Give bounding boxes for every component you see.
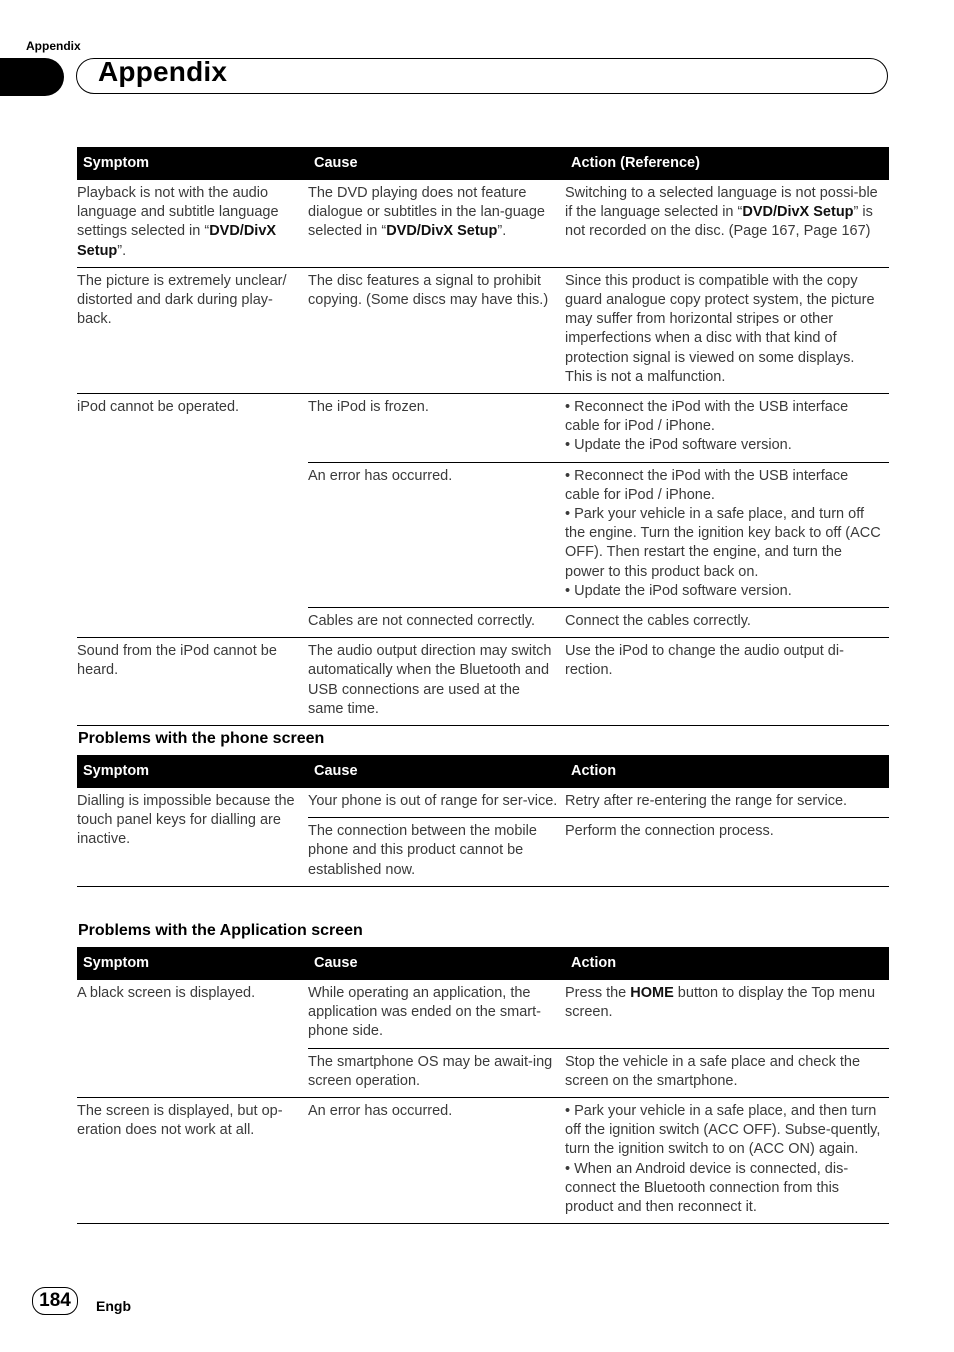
table-row	[77, 638, 889, 726]
setting-name: DVD/DivX Setup	[742, 204, 854, 221]
cause-cell: Your phone is out of range for ser-vice.	[308, 788, 565, 818]
cell-text: ”.	[497, 223, 507, 240]
table-header-row	[77, 947, 889, 980]
action-cell	[565, 1098, 889, 1224]
action-cell	[565, 394, 889, 463]
cell-text: The DVD playing does not feature dialogue or subtitles in the lan-guage selected in “	[308, 185, 545, 240]
cell-text: Playback is not with the audio language and subtitle language settings selected in “	[77, 185, 279, 240]
action-cell: Connect the cables correctly.	[565, 608, 889, 638]
action-bullet: • Park your vehicle in a safe place, and then turn off the ignition switch (ACC OFF). Subse-quently, turn the ignition switch to on (ACC ON) again.	[565, 1103, 881, 1158]
action-cell	[565, 980, 889, 1048]
table-row	[77, 980, 889, 1048]
page-number: 184	[32, 1287, 78, 1315]
cause-cell: An error has occurred.	[308, 1098, 565, 1224]
symptom-cell: The screen is displayed, but op-eration does not work at all.	[77, 1098, 308, 1224]
symptom-cell: Dialling is impossible because the touch panel keys for dialling are inactive.	[77, 788, 308, 886]
column-header-cause: Cause	[308, 147, 565, 180]
cause-cell: While operating an application, the application was ended on the smart-phone side.	[308, 980, 565, 1048]
action-bullet: • Update the iPod software version.	[565, 582, 792, 599]
action-bullet: • Reconnect the iPod with the USB interface cable for iPod / iPhone.	[565, 467, 849, 503]
column-header-symptom: Symptom	[77, 947, 308, 980]
column-header-action: Action	[565, 755, 889, 788]
action-cell: Retry after re-entering the range for service.	[565, 788, 889, 818]
table-row	[77, 1098, 889, 1224]
column-header-cause: Cause	[308, 755, 565, 788]
cell-text: Switching to a selected language is not possi-ble if the language selected in “	[565, 185, 878, 221]
section-heading-phone: Problems with the phone screen	[78, 730, 325, 747]
table-header-row	[77, 147, 889, 180]
action-cell: Perform the connection process.	[565, 818, 889, 887]
table-row	[77, 267, 889, 393]
table-row	[77, 180, 889, 267]
action-bullet: • Update the iPod software version.	[565, 437, 792, 454]
page-title: Appendix	[98, 56, 228, 87]
action-bullet: • Park your vehicle in a safe place, and turn off the engine. Turn the ignition key back to off (ACC OFF). Then restart the engine, and turn the power to this product back on.	[565, 506, 881, 580]
cause-cell	[308, 180, 565, 267]
action-cell: Use the iPod to change the audio output di-rection.	[565, 638, 889, 726]
column-header-symptom: Symptom	[77, 755, 308, 788]
cause-cell: The disc features a signal to prohibit copying. (Some discs may have this.)	[308, 267, 565, 393]
setting-name: DVD/DivX Setup	[386, 223, 498, 240]
symptom-cell: A black screen is displayed.	[77, 980, 308, 1098]
cell-text: ” is not recorded on the disc. (Page 167, Page 167)	[565, 204, 873, 240]
action-bullet: • Reconnect the iPod with the USB interface cable for iPod / iPhone.	[565, 399, 849, 435]
action-cell	[565, 462, 889, 607]
action-cell	[565, 180, 889, 267]
running-header: Appendix	[26, 39, 81, 53]
cause-cell: The smartphone OS may be await-ing screen operation.	[308, 1048, 565, 1097]
cause-cell: The iPod is frozen.	[308, 394, 565, 463]
troubleshooting-table-application	[77, 947, 889, 1224]
symptom-cell	[77, 180, 308, 267]
symptom-cell: iPod cannot be operated.	[77, 394, 308, 638]
action-cell: Stop the vehicle in a safe place and check the screen on the smartphone.	[565, 1048, 889, 1097]
table-header-row	[77, 755, 889, 788]
column-header-cause: Cause	[308, 947, 565, 980]
table-row	[77, 394, 889, 463]
symptom-cell: Sound from the iPod cannot be heard.	[77, 638, 308, 726]
troubleshooting-table-disc-ipod	[77, 147, 889, 726]
cause-cell: The audio output direction may switch automatically when the Bluetooth and USB connections are used at the same time.	[308, 638, 565, 726]
action-bullet: • When an Android device is connected, dis-connect the Bluetooth connection from this product and then reconnect it.	[565, 1160, 849, 1216]
column-header-action: Action	[565, 947, 889, 980]
cause-cell: An error has occurred.	[308, 462, 565, 607]
cause-cell: Cables are not connected correctly.	[308, 608, 565, 638]
troubleshooting-table-phone	[77, 755, 889, 887]
section-tab-marker	[0, 58, 64, 96]
column-header-symptom: Symptom	[77, 147, 308, 180]
home-button-name: HOME	[630, 985, 674, 1001]
table-row	[77, 788, 889, 818]
section-heading-application: Problems with the Application screen	[78, 922, 363, 939]
cell-text: ”.	[117, 242, 127, 259]
action-cell: Since this product is compatible with the copy guard analogue copy protect system, the picture may suffer from horizontal stripes or other imperfections when a disc with that kind of protection signal is viewed on some displays. This is not a malfunction.	[565, 267, 889, 393]
column-header-action: Action (Reference)	[565, 147, 889, 180]
cell-text: button to display the Top menu screen.	[565, 985, 876, 1021]
language-code: Engb	[96, 1298, 131, 1314]
setting-name: DVD/DivX Setup	[77, 223, 277, 259]
cause-cell: The connection between the mobile phone and this product cannot be established now.	[308, 818, 565, 887]
cell-text: Press the	[565, 985, 631, 1001]
symptom-cell: The picture is extremely unclear/ distorted and dark during play-back.	[77, 267, 308, 393]
